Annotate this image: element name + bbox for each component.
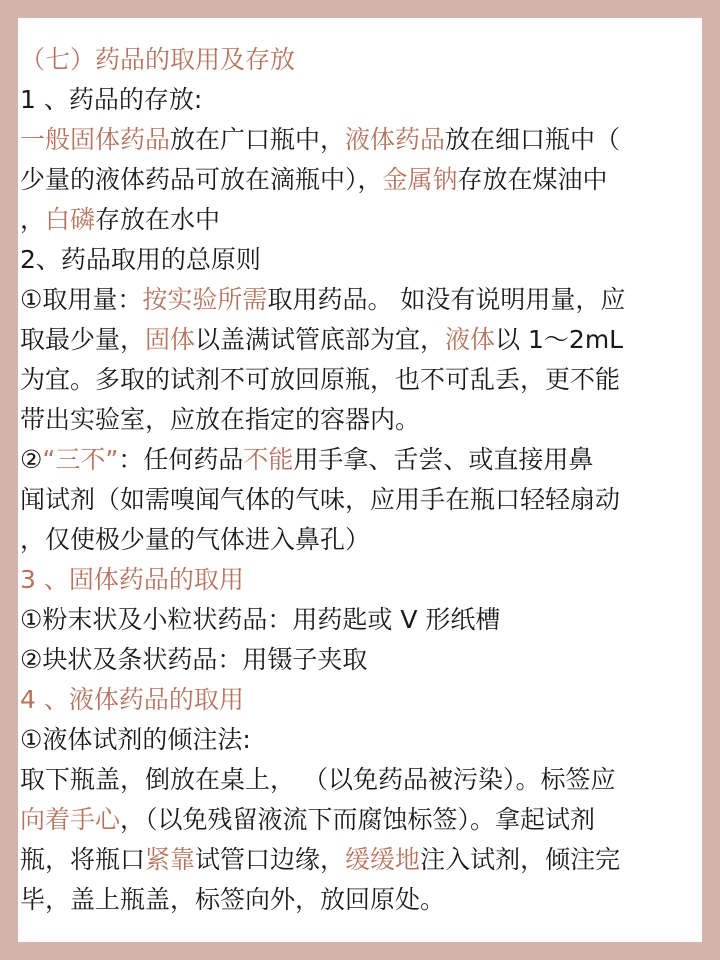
highlighted-text: 固体 xyxy=(145,325,196,354)
text-segment: ①取用量： xyxy=(20,285,143,314)
text-segment: ：任何药品 xyxy=(118,445,244,474)
text-segment: 存放在煤油中 xyxy=(457,165,608,194)
text-segment: 取用药品。 如没有说明用量，应 xyxy=(267,285,626,314)
text-line xyxy=(20,440,593,480)
text-line xyxy=(20,80,202,120)
highlighted-text: 3 、固体药品的取用 xyxy=(20,565,244,594)
text-segment: 为宜。多取的试剂不可放回原瓶，也不可乱丢，更不能 xyxy=(20,365,621,394)
text-segment: 少量的液体药品可放在滴瓶中）， xyxy=(20,165,383,194)
text-segment: 用手拿、舌尝、或直接用鼻 xyxy=(293,445,594,474)
text-line xyxy=(20,200,220,240)
highlighted-text: （七）药品的取用及存放 xyxy=(20,45,296,74)
highlighted-text: 按实验所需 xyxy=(142,285,268,314)
text-segment: ，仅使极少量的气体进入鼻孔） xyxy=(20,525,371,554)
text-segment: 放在广口瓶中， xyxy=(170,125,346,154)
text-segment: ， xyxy=(20,205,46,234)
highlighted-text: 液体 xyxy=(445,325,496,354)
text-segment: 存放在水中 xyxy=(95,205,221,234)
highlighted-text: 向着手心 xyxy=(20,805,121,834)
text-line xyxy=(20,280,625,320)
text-segment: 试管口边缘， xyxy=(195,845,346,874)
text-segment: 以盖满试管底部为宜， xyxy=(195,325,446,354)
text-line xyxy=(20,600,500,640)
text-segment: ② xyxy=(20,445,43,474)
highlighted-text: 液体药品 xyxy=(345,125,446,154)
text-line xyxy=(20,800,595,840)
text-line xyxy=(20,40,295,80)
text-segment: 闻试剂（如需嗅闻气体的气味，应用手在瓶口轻轻扇动 xyxy=(20,485,621,514)
text-segment: 毕，盖上瓶盖，标签向外，放回原处。 xyxy=(20,885,446,914)
highlighted-text: 紧靠 xyxy=(145,845,196,874)
text-line xyxy=(20,640,367,680)
highlighted-text: 白磷 xyxy=(45,205,96,234)
text-line xyxy=(20,840,620,880)
text-line xyxy=(20,880,445,920)
text-line xyxy=(20,240,261,280)
document-card xyxy=(18,18,702,942)
highlighted-text: 缓缓地 xyxy=(345,845,421,874)
text-line xyxy=(20,400,420,440)
text-line xyxy=(20,120,620,160)
text-line xyxy=(20,480,620,520)
text-segment: ②块状及条状药品：用镊子夹取 xyxy=(20,645,368,674)
highlighted-text: 不能 xyxy=(243,445,294,474)
text-line xyxy=(20,520,370,560)
text-segment: 2、药品取用的总原则 xyxy=(20,245,261,274)
highlighted-text: 金属钠 xyxy=(382,165,458,194)
text-segment: 1 、药品的存放: xyxy=(20,85,203,114)
text-line xyxy=(20,360,620,400)
text-segment: 带出实验室，应放在指定的容器内。 xyxy=(20,405,421,434)
text-segment: 放在细口瓶中（ xyxy=(445,125,621,154)
text-segment: ，（以免残留液流下而腐蚀标签）。拿起试剂 xyxy=(120,805,596,834)
text-segment: 取下瓶盖，倒放在桌上， （以免药品被污染）。标签应 xyxy=(20,765,616,794)
text-segment: ①粉末状及小粒状药品：用药匙或 V 形纸槽 xyxy=(20,605,501,634)
text-segment: 注入试剂，倾注完 xyxy=(420,845,621,874)
text-segment: ①液体试剂的倾注法: xyxy=(20,725,251,754)
text-line xyxy=(20,680,244,720)
text-line xyxy=(20,560,244,600)
text-line xyxy=(20,760,615,800)
text-line xyxy=(20,160,608,200)
highlighted-text: 一般固体药品 xyxy=(20,125,171,154)
text-segment: 瓶，将瓶口 xyxy=(20,845,146,874)
text-segment: 以 1～2mL xyxy=(495,325,624,354)
text-line xyxy=(20,320,623,360)
text-segment: 取最少量， xyxy=(20,325,146,354)
highlighted-text: “三不” xyxy=(42,445,119,474)
text-line xyxy=(20,720,251,760)
highlighted-text: 4 、液体药品的取用 xyxy=(20,685,244,714)
